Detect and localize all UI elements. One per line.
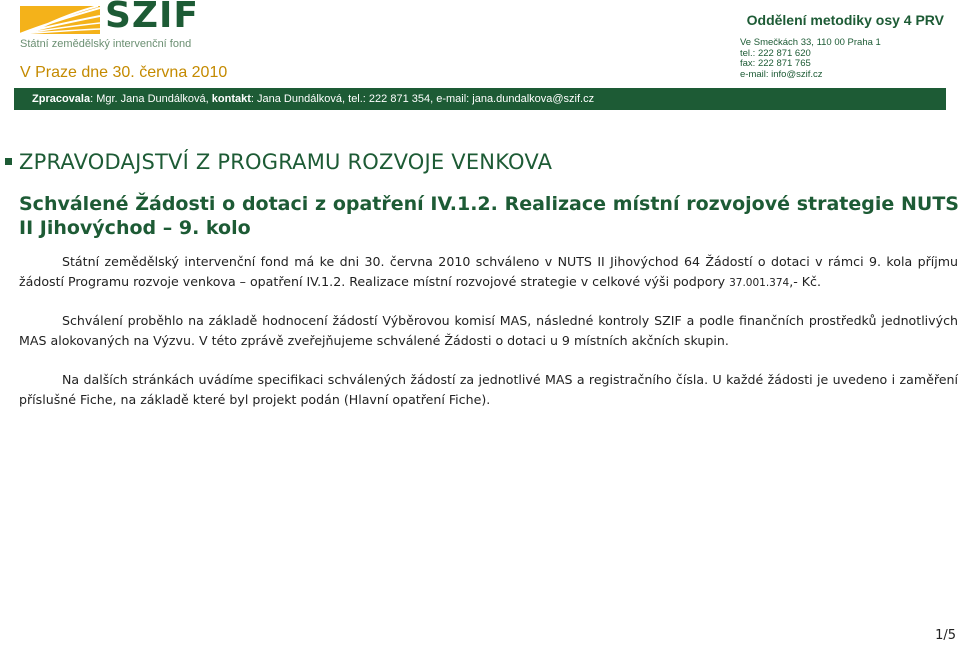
contact-phone: tel.: 222 871 620 xyxy=(740,47,811,59)
paragraph-summary-end: ,- Kč. xyxy=(789,274,821,289)
prepared-by-label: Zpracovala xyxy=(32,93,91,105)
prepared-by-value: : Mgr. Jana Dundálková, xyxy=(90,93,212,105)
paragraph-approval-text: Schválení proběhlo na základě hodnocení žádostí Výběrovou komisí MAS, následné kontroly SZIF a podle finančních prostředků jednotlivých MAS alokovaných na Výzvu. V této zprávě zveřejňujeme schválené Žádosti o dotaci u 9 místních akčních skupin. xyxy=(19,313,958,348)
contact-label: kontakt xyxy=(211,93,251,105)
section-bullet-icon xyxy=(5,158,12,165)
paragraph-approval xyxy=(19,311,958,351)
contact-fax: fax: 222 871 765 xyxy=(740,58,811,69)
logo-subtitle: Státní zemědělský intervenční fond xyxy=(20,38,192,50)
contact-block xyxy=(740,38,881,80)
szif-logo xyxy=(20,0,200,51)
section-title: ZPRAVODAJSTVÍ Z PROGRAMU ROZVOJE VENKOVA xyxy=(19,150,553,174)
contact-value: : Jana Dundálková, tel.: 222 871 354, e-mail: jana.dundalkova@szif.cz xyxy=(250,93,595,105)
logo-wordmark: SZIF xyxy=(105,0,200,36)
wheat-field-logo-icon xyxy=(20,6,100,34)
paragraph-specification xyxy=(19,370,958,410)
document-date: V Praze dne 30. června 2010 xyxy=(20,64,228,81)
page-number: 1/5 xyxy=(935,628,956,643)
paragraph-specification-text: Na dalších stránkách uvádíme specifikaci schválených žádostí za jednotlivé MAS a registračního čísla. U každé žádosti je uvedeno i zaměření příslušné Fiche, na základě které byl projekt podán (Hlavní opatření Fiche). xyxy=(19,372,958,407)
paragraph-summary xyxy=(19,252,958,293)
author-bar xyxy=(14,88,946,110)
document-subtitle: Schválené Žádosti o dotaci z opatření IV.1.2. Realizace místní rozvojové strategie NUTS II Jihovýchod – 9. kolo xyxy=(19,193,959,239)
department-title: Oddělení metodiky osy 4 PRV xyxy=(746,12,944,28)
contact-address: Ve Smečkách 33, 110 00 Praha 1 xyxy=(740,37,881,48)
paragraph-summary-text: Státní zemědělský intervenční fond má ke dni 30. června 2010 schváleno v NUTS II Jihovýchod 64 Žádostí o dotaci v rámci 9. kola příjmu žádostí Programu rozvoje venkova – opatření IV.1.2. Realizace místní rozvojové strategie v celkové výši podpory xyxy=(19,254,958,289)
total-amount: 37.001.374 xyxy=(729,277,790,289)
contact-email: e-mail: info@szif.cz xyxy=(740,68,823,80)
